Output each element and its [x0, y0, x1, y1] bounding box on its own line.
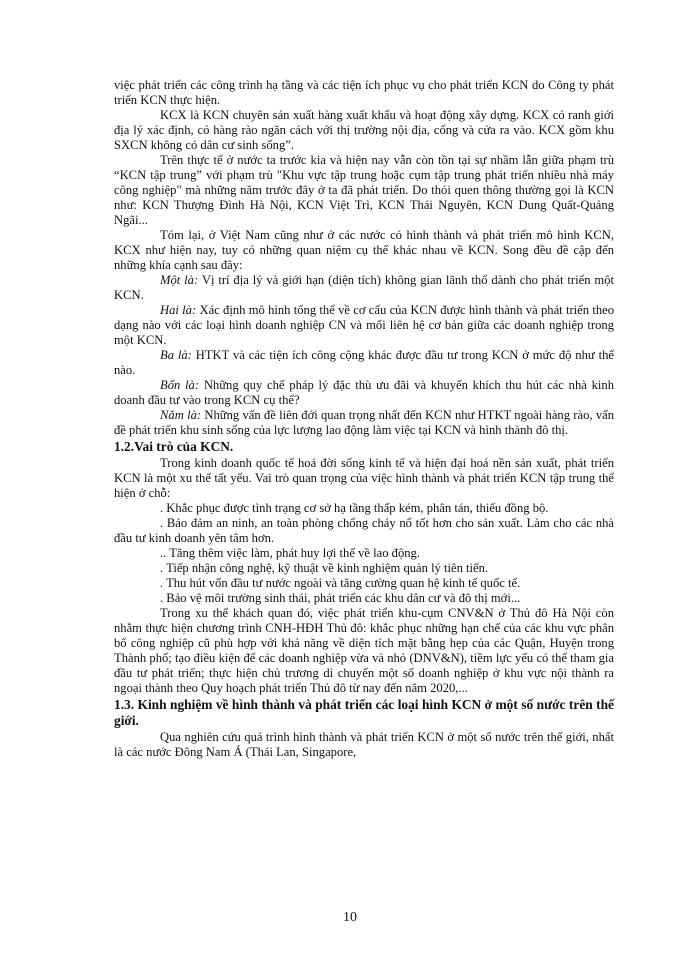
list-item: . Bảo vệ môi trường sinh thái, phát triển các khu dân cư và đô thị mới... [160, 591, 521, 605]
paragraph-confusion: Trên thực tế ở nước ta trước kia và hiện nay vẫn còn tồn tại sự nhầm lẫn giữa phạm trù “KCN tập trung” với phạm trù "Khu vực tập trung hoặc cụm tập trung phát triển nhiều nhà máy công nghiệp" mà những năm trước đây ở ta đã phát triển. Do thói quen thông thường gọi là KCN như: KCN Thượng Đình Hà Nội, KCN Việt Trì, KCN Thái Nguyên, KCN Dung Quất-Quảng Ngãi... [114, 153, 614, 227]
point-text: Vị trí địa lý và giới hạn (diện tích) không gian lãnh thổ dành cho phát triển một KCN. [114, 273, 614, 302]
point-text: Những quy chế pháp lý đặc thù ưu đãi và khuyến khích thu hút các nhà kinh doanh đầu tư vào trong KCN cụ thể? [114, 378, 614, 407]
point-label: Bốn là: [160, 378, 200, 392]
point-text: HTKT và các tiện ích công cộng khác được đầu tư trong KCN ở mức độ như thế nào. [114, 348, 614, 377]
list-item: . Tiếp nhận công nghệ, kỹ thuật về kinh nghiệm quản lý tiên tiến. [160, 561, 489, 575]
paragraph-point-5 [114, 408, 614, 438]
point-label: Hai là: [160, 303, 197, 317]
section-heading-1-3: 1.3. Kinh nghiệm về hình thành và phát triển các loại hình KCN ở một số nước trên thế giới. [114, 697, 614, 728]
point-label: Năm là: [160, 408, 202, 422]
paragraph-point-2 [114, 303, 614, 348]
paragraph-summary: Tóm lại, ở Việt Nam cũng như ở các nước có hình thành và phát triển mô hình KCN, KCX như hiện nay, tuy có những quan niệm cụ thể khác nhau về KCN. Song đều đề cập đến những khía cạnh sau đây: [114, 228, 614, 272]
paragraph-kcx-definition: KCX là KCN chuyên sản xuất hàng xuất khẩu và hoạt động xây dựng. KCX có ranh giới địa lý xác định, có hàng rào ngăn cách với thị trường nội địa, cổng và cửa ra vào. KCX gồm khu SXCN không có dân cư sinh sống”. [114, 108, 614, 152]
point-label: Một là: [160, 273, 199, 287]
paragraph-point-1 [114, 273, 614, 303]
point-text: Những vấn đề liên đới quan trọng nhất đến KCN như HTKT ngoài hàng rào, vấn đề phát triển khu sinh sống của lực lượng lao động làm việc tại KCN và hình thành đô thị. [114, 408, 615, 437]
paragraph-point-3 [114, 348, 614, 378]
paragraph-1: việc phát triển các công trình hạ tầng và các tiện ích phục vụ cho phát triển KCN do Công ty phát triển KCN thực hiện. [114, 78, 614, 107]
document-page [114, 78, 614, 760]
list-item: .. Tăng thêm việc làm, phát huy lợi thế về lao động. [160, 546, 420, 560]
paragraph-hanoi: Trong xu thế khách quan đó, việc phát triển khu-cụm CNV&N ở Thủ đô Hà Nội còn nhằm thực hiện chương trình CNH-HĐH Thủ đô: khắc phục những hạn chế của các khu vực phân bố công nghiệp cũ phù hợp với khả năng về diện tích mặt bằng hẹp của các Quận, Huyện trong Thành phố; tạo điều kiện để các doanh nghiệp vừa và nhỏ (DNV&N), tiềm lực yếu có thể tham gia đầu tư phát triển; thực hiện chủ trương di chuyển một số doanh nghiệp ở khu vực nội thành ra ngoại thành theo Quy hoạch phát triển Thủ đô từ nay đến năm 2020,... [114, 606, 614, 695]
paragraph-point-4 [114, 378, 614, 408]
list-item: . Bảo đảm an ninh, an toàn phòng chống cháy nổ tốt hơn cho sản xuất. Làm cho các nhà đầu tư kinh doanh yên tâm hơn. [114, 516, 614, 545]
section-heading-1-2: 1.2.Vai trò của KCN. [114, 439, 234, 454]
point-label: Ba là: [160, 348, 192, 362]
page-number: 10 [343, 910, 357, 925]
point-text: Xác định mô hình tổng thể về cơ cấu của KCN được hình thành và phát triển theo dạng nào với các loại hình doanh nghiệp CN và mối liên hệ cơ bản giữa các doanh nghiệp trong một KCN. [114, 303, 614, 347]
paragraph-experience: Qua nghiên cứu quá trình hình thành và phát triển KCN ở một số nước trên thế giới, nhất là các nước Đông Nam Á (Thái Lan, Singapore, [114, 730, 614, 759]
list-item: . Khắc phục được tình trạng cơ sở hạ tầng thấp kém, phân tán, thiếu đồng bộ. [160, 501, 549, 515]
paragraph-role-intro: Trong kinh doanh quốc tế hoá đời sống kinh tế và hiện đại hoá nền sản xuất, phát triển KCN là một xu thế tất yếu. Vai trò quan trọng của việc hình thành và phát triển KCN tập trung thể hiện ở chỗ: [114, 456, 614, 500]
list-item: . Thu hút vốn đầu tư nước ngoài và tăng cường quan hệ kinh tế quốc tế. [160, 576, 521, 590]
